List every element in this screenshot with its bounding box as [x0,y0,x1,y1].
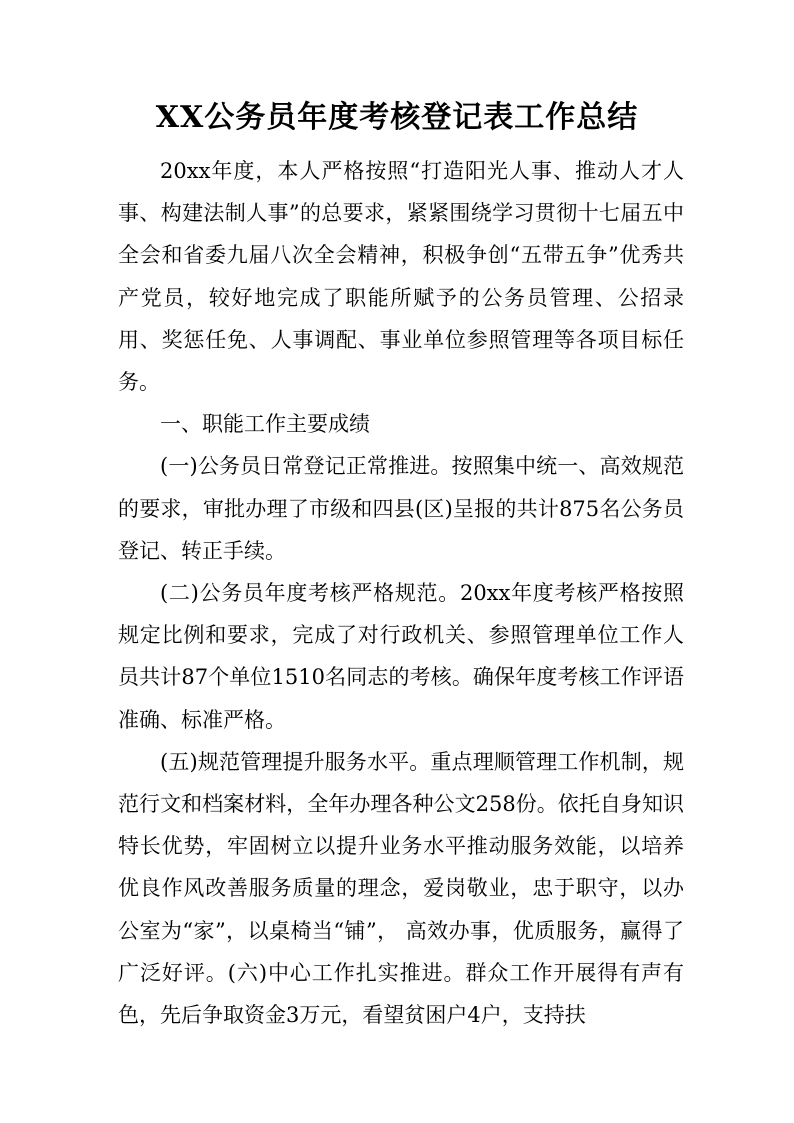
section-heading: 一、职能工作主要成绩 [160,412,370,437]
paragraph-item-5: (五)规范管理提升服务水平。重点理顺管理工作机制，规范行文和档案材料，全年办理各种公文258份。依托自身知识特长优势，牢固树立以提升业务水平推动服务效能，以培养优良作风改善服务质量的理念，爱岗敬业，忠于职守，以办公室为“家”，以桌椅当“铺”， 高效办事，优质服务，赢得了广泛好评。(六)中心工作扎实推进。群众工作开展得有声有色，先后争取资金3万元，看望贫困户4户，支持扶 [118,749,684,1028]
paragraph-item-1: (一)公务员日常登记正常推进。按照集中统一、高效规范的要求，审批办理了市级和四县(区)呈报的共计875名公务员登记、转正手续。 [118,454,684,563]
document-title: XX公务员年度考核登记表工作总结 [155,100,639,135]
paragraph-intro: 20xx年度，本人严格按照“打造阳光人事、推动人才人事、构建法制人事”的总要求，紧紧围绕学习贯彻十七届五中全会和省委九届八次全会精神，积极争创“五带五争”优秀共产党员，较好地完成了职能所赋予的公务员管理、公招录用、奖惩任免、人事调配、事业单位参照管理等各项目标任务。 [118,159,684,395]
paragraph-item-2: (二)公务员年度考核严格规范。20xx年度考核严格按照规定比例和要求，完成了对行政机关、参照管理单位工作人员共计87个单位1510名同志的考核。确保年度考核工作评语准确、标准严格。 [118,581,684,732]
document-body [118,150,684,1036]
